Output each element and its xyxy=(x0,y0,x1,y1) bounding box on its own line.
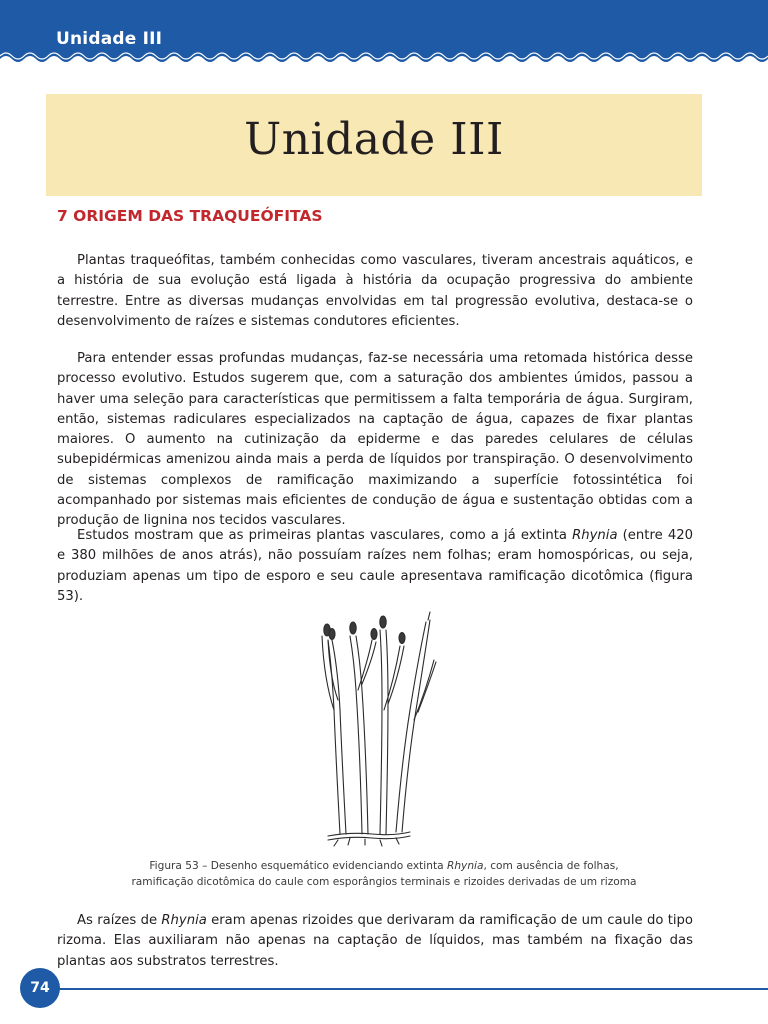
footer-rule xyxy=(40,988,768,990)
paragraph-4-genus: Rhynia xyxy=(161,913,207,928)
paragraph-3-genus: Rhynia xyxy=(572,528,618,543)
unit-title-box xyxy=(46,94,702,196)
unit-title: Unidade III xyxy=(244,114,504,165)
running-head: Unidade III xyxy=(56,29,163,49)
paragraph-4-text-a: As raízes de xyxy=(77,913,162,928)
rhynia-figure xyxy=(310,600,460,850)
caption-genus: Rhynia xyxy=(446,860,484,872)
rhynia-drawing xyxy=(310,600,460,850)
caption-text-a: Figura 53 – Desenho esquemático evidenciando extinta xyxy=(149,860,447,872)
paragraph-4-text-b: eram apenas rizoides que derivaram da ramificação de um caule do tipo rizoma. Elas auxiliaram não apenas na captação de líquidos, mas também na fixação das plantas aos substratos terrestres. xyxy=(57,913,693,969)
paragraph-3 xyxy=(57,526,693,607)
paragraph-3-text-a: Estudos mostram que as primeiras plantas vasculares, como a já extinta xyxy=(77,528,573,543)
section-heading: 7 ORIGEM DAS TRAQUEÓFITAS xyxy=(57,207,323,225)
paragraph-1: Plantas traqueófitas, também conhecidas como vasculares, tiveram ancestrais aquáticos, e a história de sua evolução está ligada à história da ocupação progressiva do ambiente terrestre. Entre as diversas mudanças envolvidas em tal progressão evolutiva, destaca-se o desenvolvimento de raízes e sistemas condutores eficientes. xyxy=(57,253,693,329)
paragraph-4 xyxy=(57,911,693,972)
paragraph-3-text-b: (entre 420 e 380 milhões de anos atrás), não possuíam raízes nem folhas; eram homospóricas, ou seja, produziam apenas um tipo de esporo e seu caule apresentava ramificação dicotômica (figura 53). xyxy=(57,528,693,604)
page-number-badge: 74 xyxy=(20,968,60,1008)
figure-caption xyxy=(100,858,668,890)
caption-text-b: , com ausência de folhas, xyxy=(483,860,619,872)
wave-border xyxy=(0,51,768,65)
paragraph-2: Para entender essas profundas mudanças, faz-se necessária uma retomada histórica desse processo evolutivo. Estudos sugerem que, com a saturação dos ambientes úmidos, passou a haver uma seleção para características que permitissem a falta temporária de água. Surgiram, então, sistemas radiculares especializados na captação de água, capazes de fixar plantas maiores. O aumento na cutinização da epiderme e das paredes celulares de células subepidérmicas amenizou ainda mais a perda de líquidos por transpiração. O desenvolvimento de sistemas complexos de ramificação maximizando a superfície fotossintética foi acompanhado por sistemas mais eficientes de condução de água e sustentação obtidas com a produção de lignina nos tecidos vasculares. xyxy=(57,351,693,529)
caption-line-2: ramificação dicotômica do caule com esporângios terminais e rizoides derivadas de um rizoma xyxy=(131,876,637,888)
caption-line-1 xyxy=(100,858,668,874)
